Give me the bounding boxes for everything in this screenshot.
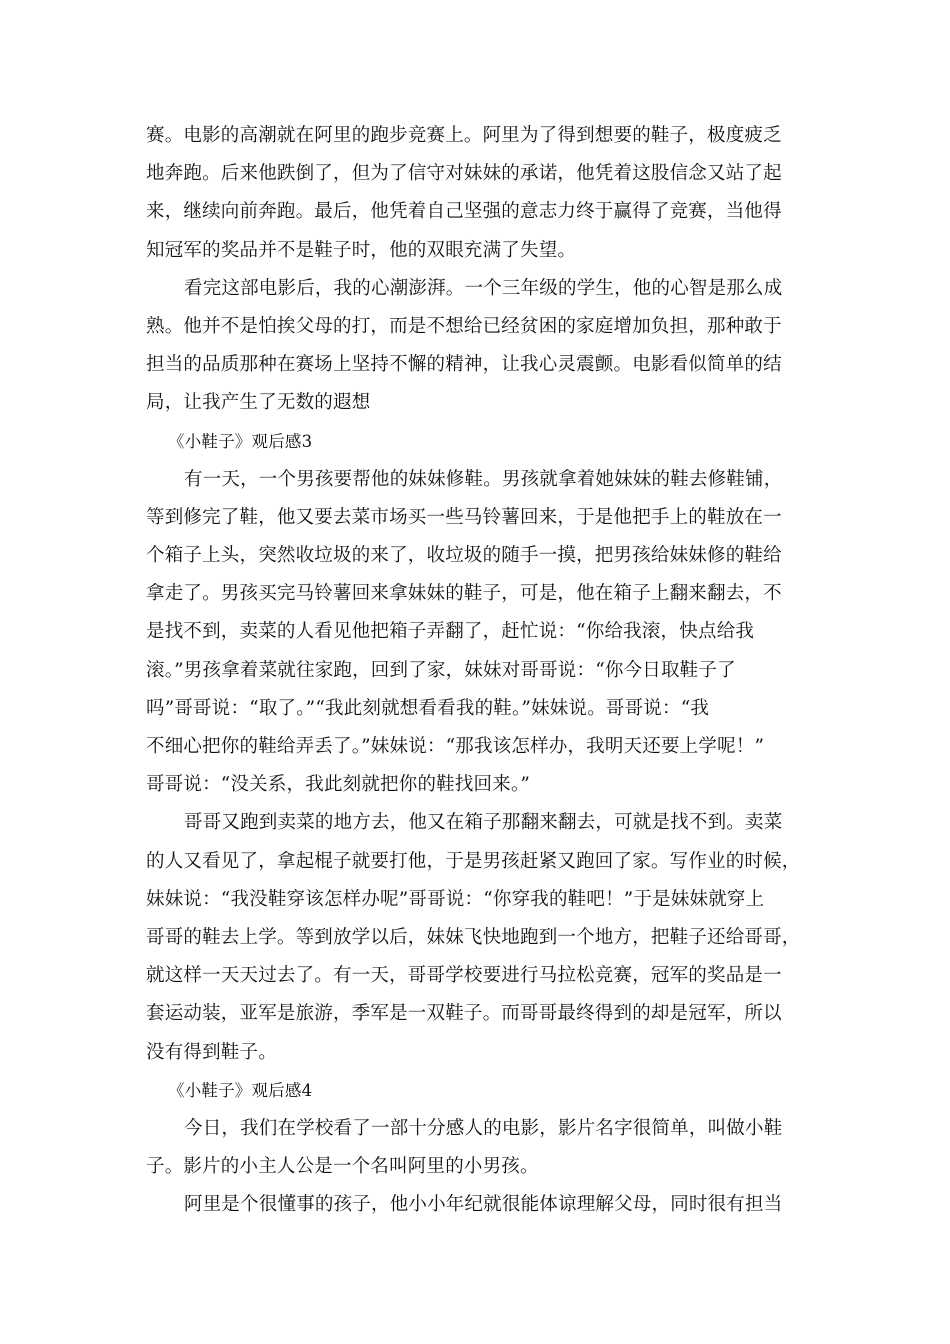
text-line: 的人又看见了，拿起棍子就要打他，于是男孩赶紧又跑回了家。写作业的时候，	[146, 850, 801, 872]
text-line: 看完这部电影后，我的心潮澎湃。一个三年级的学生，他的心智是那么成	[184, 277, 783, 299]
text-line: 地奔跑。后来他跌倒了，但为了信守对妹妹的承诺，他凭着这股信念又站了起	[146, 163, 782, 185]
text-line: 是找不到，卖菜的人看见他把箱子弄翻了，赶忙说：“你给我滚，快点给我	[146, 621, 755, 643]
text-line: 没有得到鞋子。	[146, 1041, 277, 1063]
text-line: 套运动装，亚军是旅游，季军是一双鞋子。而哥哥最终得到的却是冠军，所以	[146, 1003, 782, 1025]
text-line: 熟。他并不是怕挨父母的打，而是不想给已经贫困的家庭增加负担，那种敢于	[146, 315, 782, 337]
section-heading: 《小鞋子》观后感3	[168, 431, 313, 451]
text-line: 子。影片的小主人公是一个名叫阿里的小男孩。	[146, 1156, 539, 1178]
text-line: 个箱子上头，突然收垃圾的来了，收垃圾的随手一摸，把男孩给妹妹修的鞋给	[146, 545, 782, 567]
section-heading: 《小鞋子》观后感4	[168, 1080, 313, 1100]
text-line: 知冠军的奖品并不是鞋子时，他的双眼充满了失望。	[146, 239, 577, 261]
text-line: 就这样一天天过去了。有一天，哥哥学校要进行马拉松竞赛，冠军的奖品是一	[146, 965, 782, 987]
text-line: 局，让我产生了无数的遐想	[146, 392, 371, 414]
text-line: 哥哥说：“没关系，我此刻就把你的鞋找回来。”	[146, 774, 531, 796]
text-line: 今日，我们在学校看了一部十分感人的电影，影片名字很简单，叫做小鞋	[184, 1117, 783, 1139]
text-line: 不细心把你的鞋给弄丢了。”妹妹说：“那我该怎样办，我明天还要上学呢！”	[146, 736, 765, 757]
text-line: 阿里是个很懂事的孩子，他小小年纪就很能体谅理解父母，同时很有担当	[184, 1194, 783, 1216]
text-line: 哥哥的鞋去上学。等到放学以后，妹妹飞快地跑到一个地方，把鞋子还给哥哥，	[146, 926, 801, 948]
text-line: 来，继续向前奔跑。最后，他凭着自己坚强的意志力终于赢得了竞赛，当他得	[146, 201, 782, 223]
text-line: 有一天，一个男孩要帮他的妹妹修鞋。男孩就拿着她妹妹的鞋去修鞋铺，	[184, 468, 783, 490]
text-line: 哥哥又跑到卖菜的地方去，他又在箱子那翻来翻去，可就是找不到。卖菜	[184, 812, 783, 834]
text-line: 赛。电影的高潮就在阿里的跑步竞赛上。阿里为了得到想要的鞋子，极度疲乏	[146, 125, 782, 146]
text-line: 拿走了。男孩买完马铃薯回来拿妹妹的鞋子，可是，他在箱子上翻来翻去，不	[146, 583, 782, 605]
text-line: 滚。”男孩拿着菜就往家跑，回到了家，妹妹对哥哥说：“你今日取鞋子了	[146, 659, 736, 681]
text-line: 吗”哥哥说：“取了。”“我此刻就想看看我的鞋。”妹妹说。哥哥说：“我	[146, 697, 710, 719]
text-line: 担当的品质那种在赛场上坚持不懈的精神，让我心灵震颤。电影看似简单的结	[146, 354, 782, 376]
document-page	[146, 117, 806, 1224]
text-line: 等到修完了鞋，他又要去菜市场买一些马铃薯回来，于是他把手上的鞋放在一	[146, 506, 782, 528]
text-line: 妹妹说：“我没鞋穿该怎样办呢”哥哥说：“你穿我的鞋吧！”于是妹妹就穿上	[146, 888, 765, 910]
